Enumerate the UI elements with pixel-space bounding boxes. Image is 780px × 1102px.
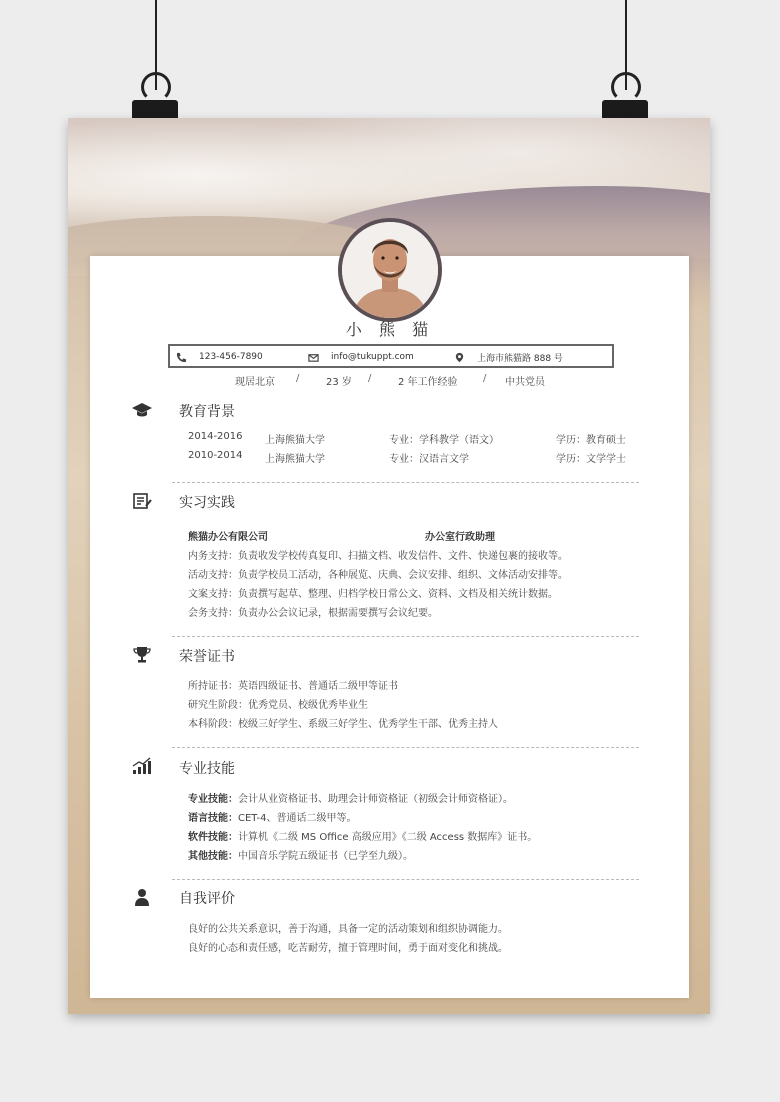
section-divider (172, 747, 639, 748)
meta-age: 23 岁 (326, 377, 352, 388)
intern-company: 熊猫办公有限公司 (188, 532, 268, 543)
edu-degree: 学历：文学学士 (556, 454, 626, 465)
honor-item: 所持证书：英语四级证书、普通话二级甲等证书 (188, 681, 398, 692)
meta-separator: / (296, 373, 300, 384)
contact-address (454, 351, 563, 363)
section-title-self-evaluation: 自我评价 (179, 891, 235, 907)
self-evaluation-line: 良好的心态和责任感，吃苦耐劳，擅于管理时间，勇于面对变化和挑战。 (188, 943, 508, 954)
self-evaluation-line: 良好的公共关系意识，善于沟通，具备一定的活动策划和组织协调能力。 (188, 924, 508, 935)
contact-phone (176, 351, 263, 363)
person-icon (132, 888, 152, 906)
phone-number[interactable]: 123-456-7890 (199, 352, 263, 362)
email-address[interactable]: info@tukuppt.com (331, 352, 414, 362)
section-divider (172, 482, 639, 483)
section-title-skills: 专业技能 (179, 761, 235, 777)
trophy-icon (132, 646, 152, 664)
skill-text: 计算机《二级 MS Office 高级应用》《二级 Access 数据库》证书。 (238, 832, 538, 843)
document-edit-icon (132, 492, 152, 510)
skill-label: 专业技能： (188, 794, 238, 805)
meta-experience: 2 年工作经验 (398, 377, 458, 388)
intern-duty: 会务支持：负责办公会议记录，根据需要撰写会议纪要。 (188, 608, 438, 619)
skill-item (188, 828, 537, 843)
honor-item: 本科阶段：校级三好学生、系级三好学生、优秀学生干部、优秀主持人 (188, 719, 498, 730)
section-divider (172, 879, 639, 880)
clip-ring-left (141, 72, 171, 102)
candidate-name: 小 熊 猫 (345, 320, 435, 339)
edu-degree: 学历：教育硕士 (556, 435, 626, 446)
contact-email (308, 351, 414, 363)
intern-duty: 活动支持：负责学校员工活动，各种展览、庆典、会议安排、组织、文体活动安排等。 (188, 570, 568, 581)
clip-ring-right (611, 72, 641, 102)
skill-label: 其他技能： (188, 851, 238, 862)
skill-text: 中国音乐学院五级证书（已学至九级）。 (238, 851, 413, 862)
skill-text: CET-4、普通话二级甲等。 (238, 813, 357, 824)
honor-item: 研究生阶段：优秀党员、校级优秀毕业生 (188, 700, 368, 711)
section-title-honors: 荣誉证书 (179, 649, 235, 665)
skill-label: 语言技能： (188, 813, 238, 824)
mail-icon (308, 352, 319, 363)
intern-position: 办公室行政助理 (425, 532, 495, 543)
avatar-portrait-icon (342, 222, 438, 318)
section-divider (172, 636, 639, 637)
meta-political-status: 中共党员 (505, 377, 545, 388)
edu-major: 专业：学科教学（语文） (389, 435, 499, 446)
contact-bar (168, 344, 614, 368)
edu-period: 2014-2016 (188, 431, 243, 442)
intern-duty: 内务支持：负责收发学校传真复印、扫描文档、收发信件、文件、快递包裹的接收等。 (188, 551, 568, 562)
meta-separator: / (368, 373, 372, 384)
intern-duty: 文案支持：负责撰写起草、整理、归档学校日常公文、资料、文档及相关统计数据。 (188, 589, 558, 600)
edu-school: 上海熊猫大学 (265, 435, 325, 446)
skill-label: 软件技能： (188, 832, 238, 843)
meta-separator: / (483, 373, 487, 384)
avatar (338, 218, 442, 322)
skill-text: 会计从业资格证书、助理会计师资格证（初级会计师资格证）。 (238, 794, 513, 805)
skill-item (188, 790, 513, 805)
address-text: 上海市熊猫路 888 号 (477, 353, 563, 364)
graduation-cap-icon (132, 401, 152, 419)
edu-period: 2010-2014 (188, 450, 243, 461)
skill-item (188, 809, 356, 824)
skill-item (188, 847, 413, 862)
location-pin-icon (454, 352, 465, 363)
edu-school: 上海熊猫大学 (265, 454, 325, 465)
edu-major: 专业：汉语言文学 (389, 454, 469, 465)
bar-chart-icon (132, 757, 152, 775)
section-title-internship: 实习实践 (179, 495, 235, 511)
meta-location: 现居北京 (235, 377, 275, 388)
section-title-education: 教育背景 (179, 404, 235, 420)
phone-icon (176, 352, 187, 363)
